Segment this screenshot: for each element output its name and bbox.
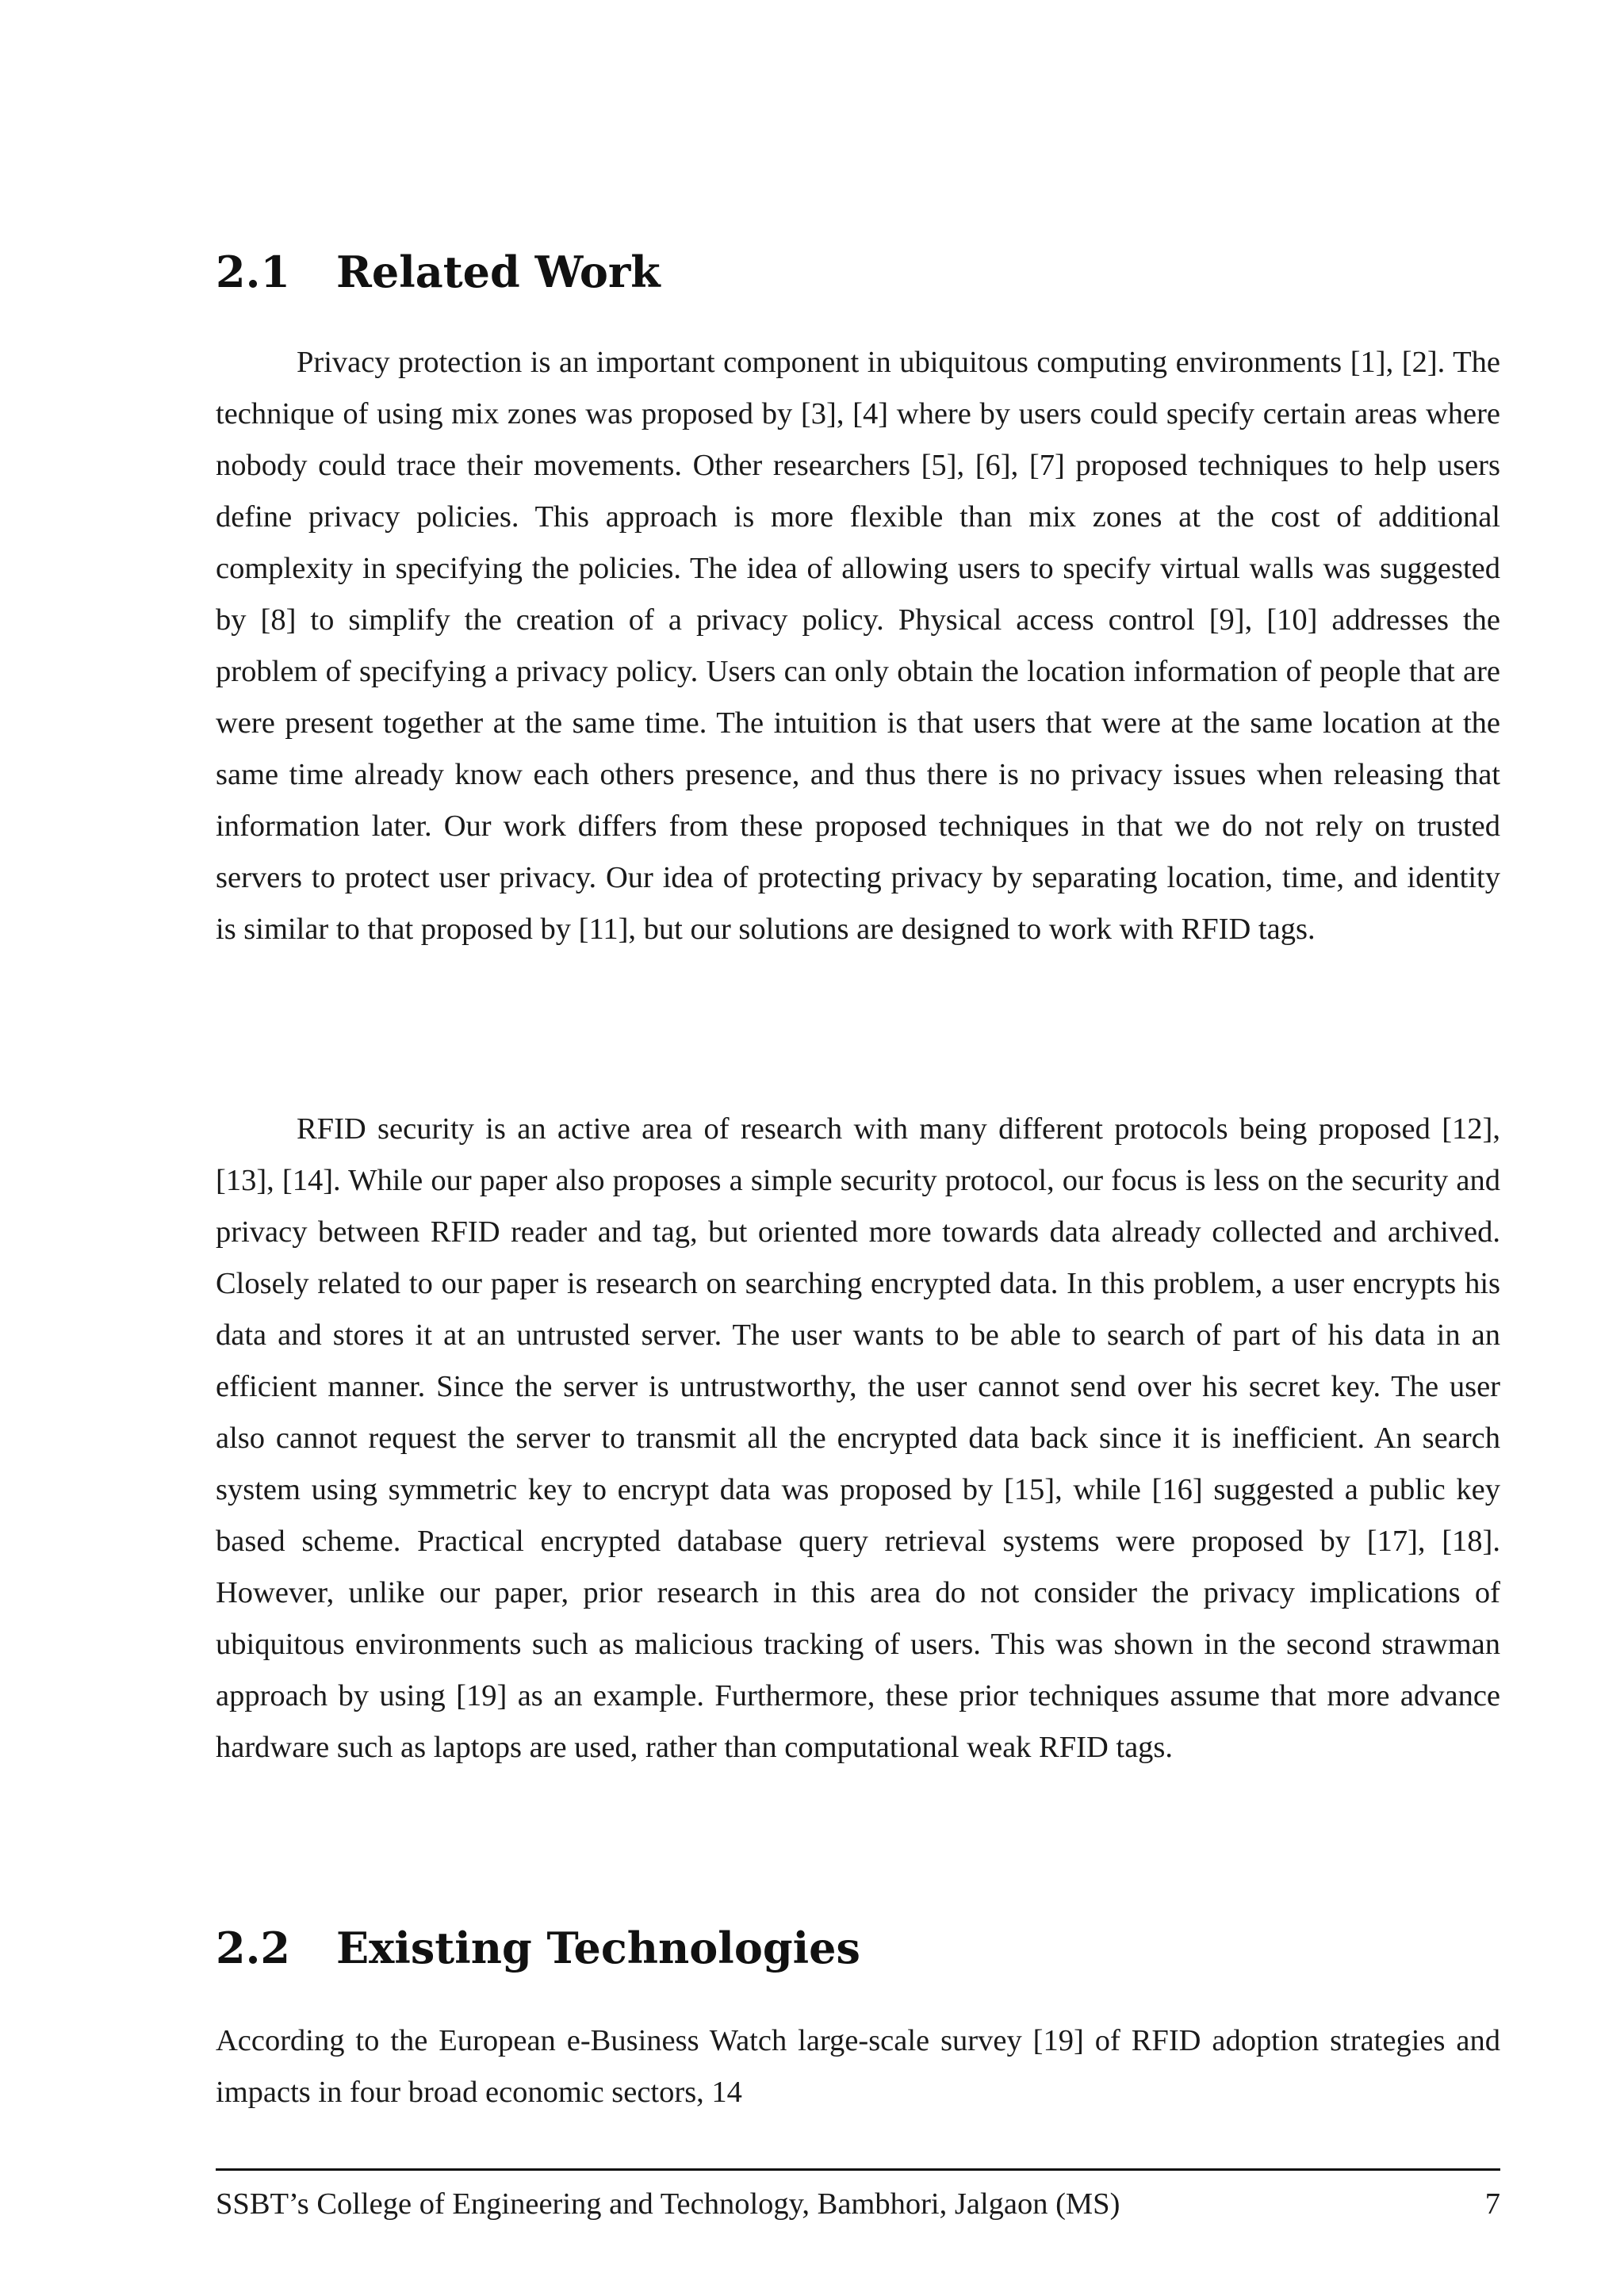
section-heading-existing-technologies [216,1923,1500,1973]
document-page [216,0,1500,2296]
section-number: 2.2 [216,1923,290,1973]
footer-institution: SSBT’s College of Engineering and Technology, Bambhori, Jalgaon (MS) [216,2187,1120,2221]
footer-rule [216,2168,1500,2171]
section-heading-related-work [216,247,1500,297]
paragraph-rfid-security: RFID security is an active area of research with many different protocols being proposed [12], [13], [14]. While our paper also proposes a simple security protocol, our focus is less on the security and privacy between RFID reader and tag, but oriented more towards data already collected and archived. Closely related to our paper is research on searching encrypted data. In this problem, a user encrypts his data and stores it at an untrusted server. The user wants to be able to search of part of his data in an efficient manner. Since the server is untrustworthy, the user cannot send over his secret key. The user also cannot request the server to transmit all the encrypted data back since it is inefficient. An search system using symmetric key to encrypt data was proposed by [15], while [16] suggested a public key based scheme. Practical encrypted database query retrieval systems were proposed by [17], [18]. However, unlike our paper, prior research in this area do not consider the privacy implications of ubiquitous environments such as malicious tracking of users. This was shown in the second strawman approach by using [19] as an example. Furthermore, these prior techniques assume that more advance hardware such as laptops are used, rather than computational weak RFID tags. [216,1112,1500,1764]
paragraph-privacy-protection: Privacy protection is an important component in ubiquitous computing environments [1], [2]. The technique of using mix zones was proposed by [3], [4] where by users could specify certain areas where nobody could trace their movements. Other researchers [5], [6], [7] proposed techniques to help users define privacy policies. This approach is more flexible than mix zones at the cost of additional complexity in specifying the policies. The idea of allowing users to specify virtual walls was suggested by [8] to simplify the creation of a privacy policy. Physical access control [9], [10] addresses the problem of specifying a privacy policy. Users can only obtain the location information of people that are were present together at the same time. The intuition is that users that were at the same location at the same time already know each others presence, and thus there is no privacy issues when releasing that information later. Our work differs from these proposed techniques in that we do not rely on trusted servers to protect user privacy. Our idea of protecting privacy by separating location, time, and identity is similar to that proposed by [11], but our solutions are designed to work with RFID tags. [216,346,1500,946]
section-number: 2.1 [216,247,290,297]
page-footer [216,2180,1500,2228]
page-number: 7 [1484,2187,1500,2221]
paragraph-ebusiness-survey: According to the European e-Business Watch large-scale survey [19] of RFID adoption strategies and impacts in four broad economic sectors, 14 [216,2024,1500,2109]
section-title: Related Work [336,247,661,297]
section-title: Existing Technologies [336,1923,860,1973]
